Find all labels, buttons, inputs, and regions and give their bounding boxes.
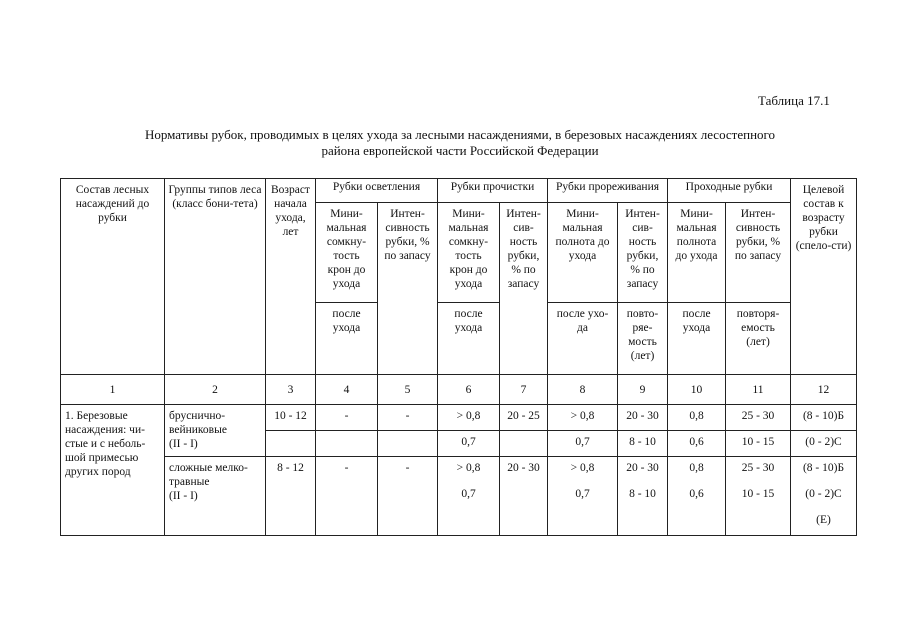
value-cell [316, 431, 378, 457]
table-number-label: Таблица 17.1 [758, 93, 830, 108]
normatives-table [60, 178, 857, 536]
value-line: 8 - 10 [629, 488, 656, 500]
value-cell: - [378, 405, 438, 431]
value-cell: 20 - 25 [500, 405, 548, 431]
age-cell: 10 - 12 [266, 405, 316, 431]
forest-type-cell: сложные мелко- травные (II - I) [165, 457, 266, 536]
value-cell: 0,6 [668, 431, 726, 457]
table-row [61, 405, 857, 431]
sub-after-care: после ухода [438, 303, 500, 375]
value-line: 0,6 [689, 488, 704, 500]
value-cell: 20 - 30 [618, 405, 668, 431]
sub-after-care: после ухода [316, 303, 378, 375]
column-number: 12 [791, 375, 857, 405]
column-number: 9 [618, 375, 668, 405]
value-line: 10 - 15 [741, 488, 775, 500]
column-number: 1 [61, 375, 165, 405]
value-cell: > 0,8 [548, 405, 618, 431]
value-line: 0,7 [461, 488, 476, 500]
value-cell: - [378, 457, 438, 536]
sub-min-crown-density: Мини- мальная сомкну- тость крон до ухода [438, 203, 500, 303]
value-cell [438, 457, 500, 536]
sub-after-care: после ухода [668, 303, 726, 375]
value-cell [500, 431, 548, 457]
document-heading [60, 127, 860, 159]
column-number: 10 [668, 375, 726, 405]
value-cell: 10 - 15 [726, 431, 791, 457]
value-cell: 0,7 [438, 431, 500, 457]
value-line: (8 - 10)Б [802, 462, 845, 474]
column-number: 3 [266, 375, 316, 405]
forest-type-cell: бруснично- вейниковые (II - I) [165, 405, 266, 457]
header-composition: Состав лесных насаждений до рубки [61, 179, 165, 375]
value-cell [548, 457, 618, 536]
sub-intensity: Интен- сив- ность рубки, % по запасу [500, 203, 548, 375]
value-cell: 25 - 30 [726, 405, 791, 431]
header-thinning-cuts: Рубки прореживания [548, 179, 668, 203]
sub-repeat-interval: повто- ряе- мость (лет) [618, 303, 668, 375]
value-cell: (0 - 2)С [791, 431, 857, 457]
value-cell [378, 431, 438, 457]
value-cell: - [316, 405, 378, 431]
header-forest-types: Группы типов леса (класс бони-тета) [165, 179, 266, 375]
value-cell [791, 457, 857, 536]
column-number: 4 [316, 375, 378, 405]
value-line: > 0,8 [570, 462, 595, 474]
sub-intensity: Интен- сивность рубки, % по запасу [378, 203, 438, 375]
value-cell [726, 457, 791, 536]
value-line: 25 - 30 [741, 462, 775, 474]
value-line: 20 - 30 [626, 462, 659, 474]
value-cell: (8 - 10)Б [791, 405, 857, 431]
value-cell: > 0,8 [438, 405, 500, 431]
value-cell [618, 457, 668, 536]
column-number: 5 [378, 375, 438, 405]
sub-min-stocking: Мини- мальная полнота до ухода [548, 203, 618, 303]
sub-after-care: после ухо- да [548, 303, 618, 375]
value-cell: - [316, 457, 378, 536]
value-line: (Е) [816, 514, 831, 526]
value-line: > 0,8 [456, 462, 481, 474]
column-number: 11 [726, 375, 791, 405]
age-cell: 8 - 12 [266, 457, 316, 536]
value-cell: 8 - 10 [618, 431, 668, 457]
value-cell: 20 - 30 [500, 457, 548, 536]
value-line: 0,8 [689, 462, 704, 474]
value-line: (0 - 2)С [805, 488, 842, 500]
heading-line-1: Нормативы рубок, проводимых в целях ухода за лесными насаждениями, в березовых насаждениях лесостепного [144, 127, 776, 142]
age-cell [266, 431, 316, 457]
column-number-row [61, 375, 857, 405]
value-cell: 0,8 [668, 405, 726, 431]
sub-min-crown-density: Мини- мальная сомкну- тость крон до ухода [316, 203, 378, 303]
sub-intensity: Интен- сив- ность рубки, % по запасу [618, 203, 668, 303]
sub-intensity: Интен- сивность рубки, % по запасу [726, 203, 791, 303]
value-cell: 0,7 [548, 431, 618, 457]
header-cleaning-cuts: Рубки прочистки [438, 179, 548, 203]
column-number: 6 [438, 375, 500, 405]
header-passage-cuts: Проходные рубки [668, 179, 791, 203]
header-target-composition: Целевой состав к возрасту рубки (спело-сти) [791, 179, 857, 375]
column-number: 7 [500, 375, 548, 405]
sub-repeat-interval: повторя- емость (лет) [726, 303, 791, 375]
sub-min-stocking: Мини- мальная полнота до ухода [668, 203, 726, 303]
header-row-1 [61, 179, 857, 203]
heading-line-2: района европейской части Российской Федерации [321, 143, 599, 158]
value-line: 0,7 [575, 488, 590, 500]
column-number: 2 [165, 375, 266, 405]
header-lightening-cuts: Рубки осветления [316, 179, 438, 203]
header-start-age: Возраст начала ухода, лет [266, 179, 316, 375]
value-cell [668, 457, 726, 536]
table-row [61, 457, 857, 536]
group-label: 1. Березовые насаждения: чи-стые и с неболь-шой примесью других пород [61, 405, 165, 536]
column-number: 8 [548, 375, 618, 405]
